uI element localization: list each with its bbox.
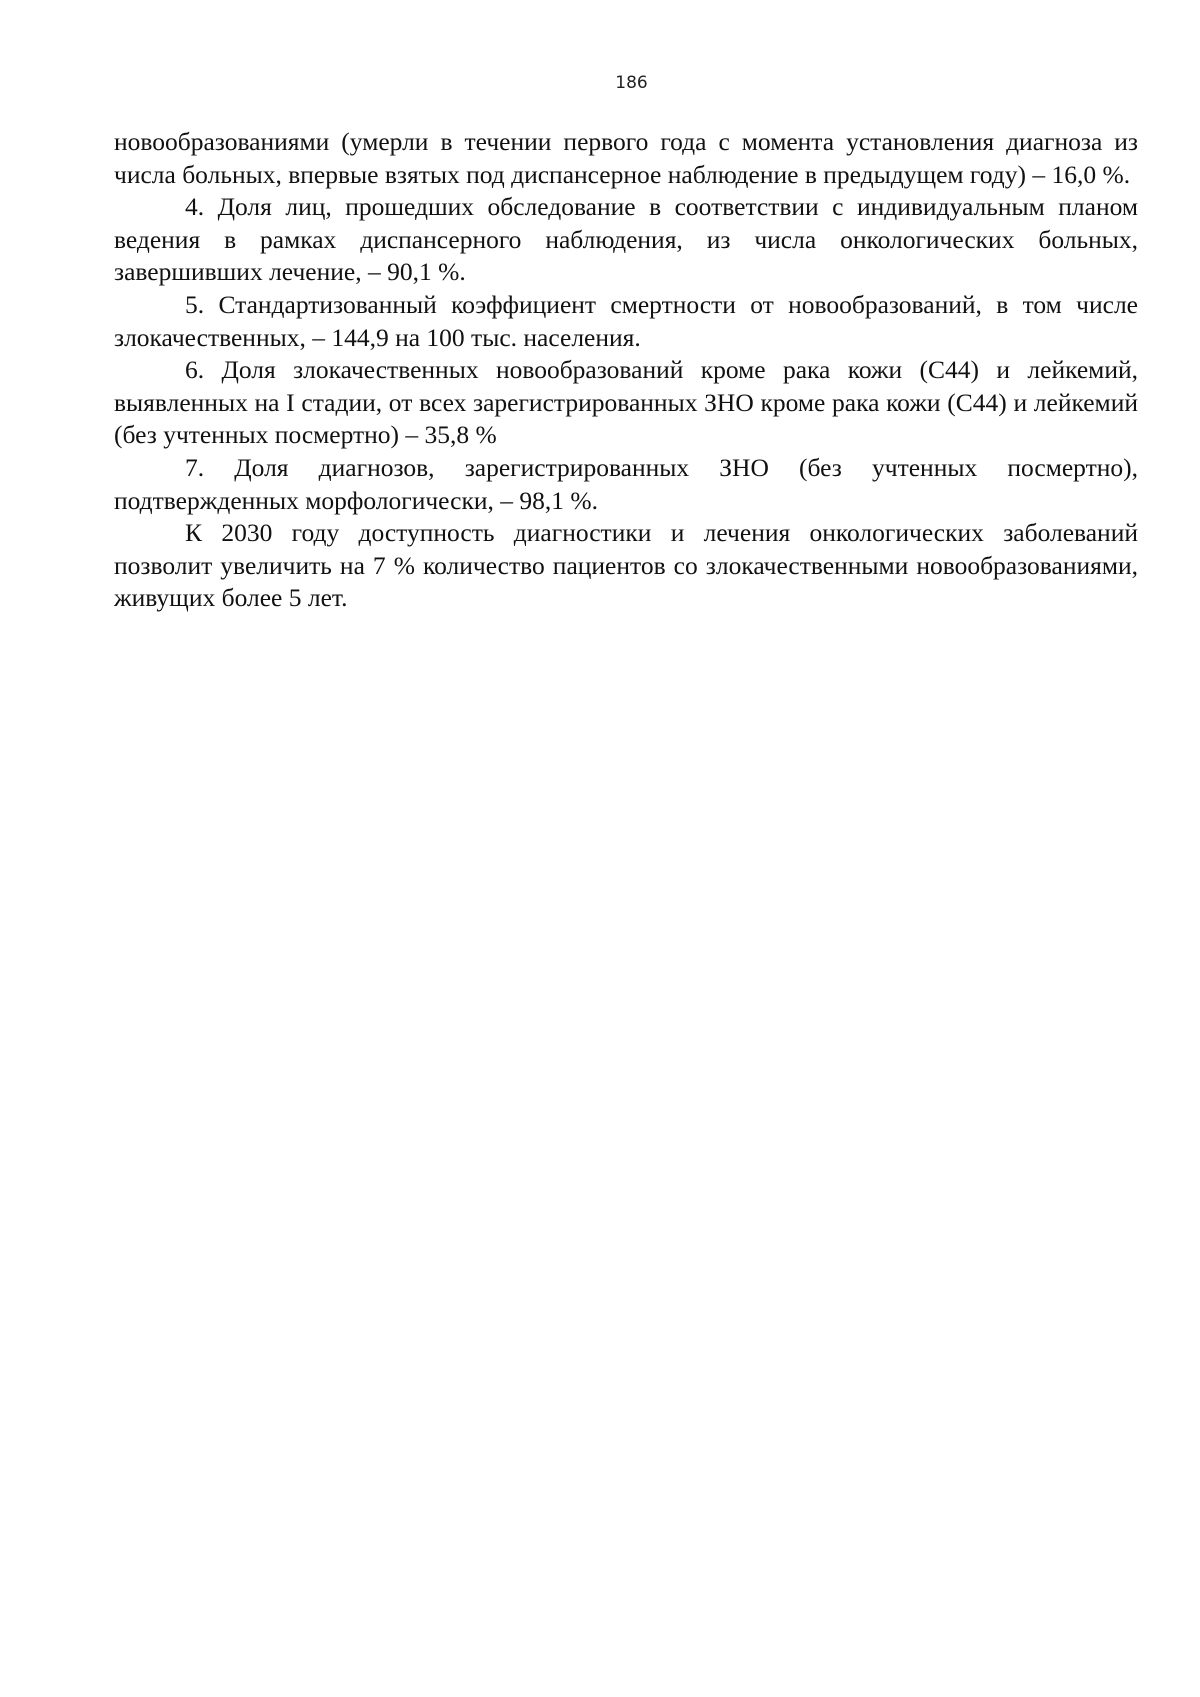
paragraph-item-7: 7. Доля диагнозов, зарегистрированных ЗНО (без учтенных посмертно), подтвержденных морфологически, – 98,1 %.	[114, 452, 1138, 515]
document-body	[114, 126, 1138, 615]
paragraph-item-5: 5. Стандартизованный коэффициент смертности от новообразований, в том числе злокачественных, – 144,9 на 100 тыс. населения.	[114, 289, 1138, 352]
page-number: 186	[615, 73, 648, 93]
paragraph-item-4: 4. Доля лиц, прошедших обследование в соответствии с индивидуальным планом ведения в рамках диспансерного наблюдения, из числа онкологических больных, завершивших лечение, – 90,1 %.	[114, 192, 1138, 287]
paragraph-item-6: 6. Доля злокачественных новообразований кроме рака кожи (С44) и лейкемий, выявленных на I стадии, от всех зарегистрированных ЗНО кроме рака кожи (С44) и лейкемий (без учтенных посмертно) – 35,8 %	[114, 355, 1138, 450]
paragraph-continuation: новообразованиями (умерли в течении первого года с момента установления диагноза из числа больных, впервые взятых под диспансерное наблюдение в предыдущем году) – 16,0 %.	[114, 127, 1138, 189]
paragraph-conclusion: К 2030 году доступность диагностики и лечения онкологических заболеваний позволит увеличить на 7 % количество пациентов со злокачественными новообразованиями, живущих более 5 лет.	[114, 518, 1138, 613]
